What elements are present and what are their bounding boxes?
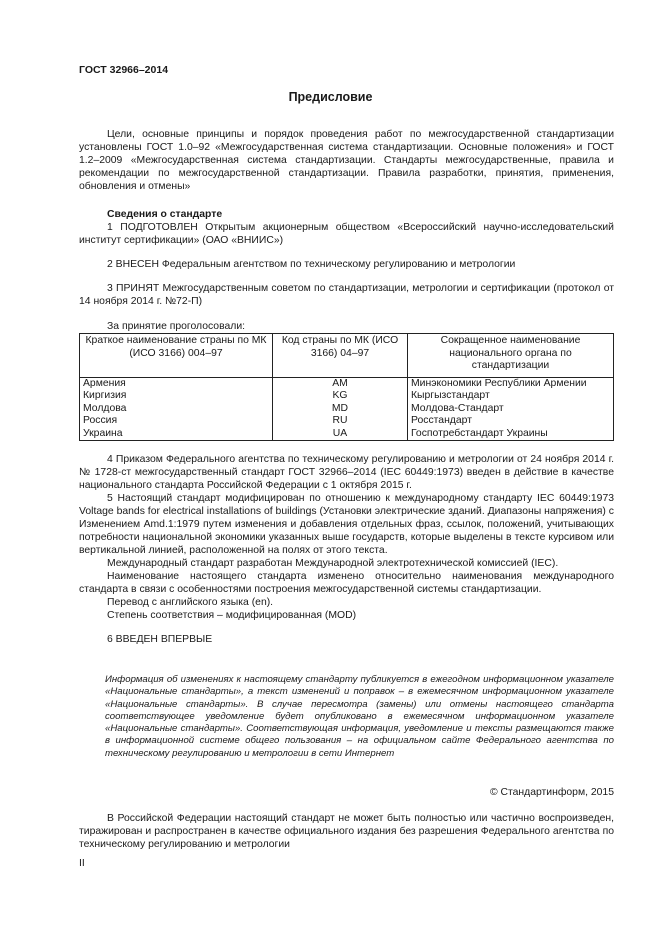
country-cell: Молдова	[80, 403, 273, 416]
country-cell: Украина	[80, 428, 273, 441]
country-cell: Армения	[80, 377, 273, 390]
item-4-paragraph: 4 Приказом Федерального агентства по техническому регулированию и метрологии от 24 ноября 2014 г. № 1728-ст межгосударственный стандарт ГОСТ 32966–2014 (IEC 60449:1973) введен в действие в качестве национального стандарта Российской Федерации с 1 октября 2015 г.	[79, 454, 614, 491]
table-header-country: Краткое наименование страны по МК (ИСО 3166) 004–97	[80, 334, 273, 378]
code-cell: AM	[273, 377, 408, 390]
country-cell: Россия	[80, 415, 273, 428]
document-code: ГОСТ 32966–2014	[79, 64, 169, 76]
body-cell: Минэкономики Республики Армении	[408, 377, 614, 390]
table-header-code: Код страны по МК (ИСО 3166) 04–97	[273, 334, 408, 378]
table-row	[80, 390, 614, 403]
intro-paragraph: Цели, основные принципы и порядок проведения работ по межгосударственной стандартизации установлены ГОСТ 1.0–92 «Межгосударственная система стандартизации. Основные положения» и ГОСТ 1.2–2009 «Межгосударственная система стандартизации. Стандарты межгосударственные, правила и рекомендации по межгосударственной стандартизации. Правила разработки, принятия, применения, обновления и отмены»	[79, 129, 614, 192]
about-heading: Сведения о стандарте	[107, 209, 223, 220]
item-5-name-change: Наименование настоящего стандарта изменено относительно наименования международного стандарта в связи с особенностями построения межгосударственной системы стандартизации.	[79, 571, 614, 595]
table-row	[80, 403, 614, 416]
body-cell: Молдова-Стандарт	[408, 403, 614, 416]
table-header-row	[80, 334, 614, 378]
item-5-paragraph: 5 Настоящий стандарт модифицирован по отношению к международному стандарту IEC 60449:1973 Voltage bands for electrical installations of buildings (Установки электрические зданий. Диапазоны напряжения) с Изменением Amd.1:1979 путем изменения и добавления отдельных фраз, ссылок, положений, учитывающих потребности национальной экономики указанных выше государств, которые выделены в тексте курсивом или вертикальной линией, расположенной на полях от этого текста.	[79, 493, 614, 556]
country-cell: Киргизия	[80, 390, 273, 403]
code-cell: MD	[273, 403, 408, 416]
code-cell: UA	[273, 428, 408, 441]
page-title: Предисловие	[288, 90, 373, 104]
item-5-developer: Международный стандарт разработан Международной электротехнической комиссией (IEC).	[107, 558, 559, 569]
item-1-paragraph: 1 ПОДГОТОВЛЕН Открытым акционерным обществом «Всероссийский научно-исследовательский институт сертификации» (ОАО «ВНИИС»)	[79, 222, 614, 246]
item-6-paragraph: 6 ВВЕДЕН ВПЕРВЫЕ	[107, 634, 213, 645]
table-row	[80, 377, 614, 390]
body-cell: Росстандарт	[408, 415, 614, 428]
code-cell: RU	[273, 415, 408, 428]
page-number: II	[79, 858, 85, 869]
table-row	[80, 428, 614, 441]
item-2-paragraph: 2 ВНЕСЕН Федеральным агентством по техническому регулированию и метрологии	[107, 259, 516, 270]
item-5-degree: Степень соответствия – модифицированная (MOD)	[107, 610, 357, 621]
code-cell: KG	[273, 390, 408, 403]
copyright: © Стандартинформ, 2015	[489, 787, 614, 798]
item-5-translation: Перевод с английского языка (en).	[107, 597, 274, 608]
voting-table	[79, 333, 614, 441]
table-header-body: Сокращенное наименование национального органа по стандартизации	[408, 334, 614, 378]
vote-label: За принятие проголосовали:	[107, 321, 246, 332]
table-row	[80, 415, 614, 428]
body-cell: Кыргызстандарт	[408, 390, 614, 403]
item-3-paragraph: 3 ПРИНЯТ Межгосударственным советом по стандартизации, метрологии и сертификации (протокол от 14 ноября 2014 г. №72-П)	[79, 283, 614, 307]
body-cell: Госпотребстандарт Украины	[408, 428, 614, 441]
rights-paragraph: В Российской Федерации настоящий стандарт не может быть полностью или частично воспроизведен, тиражирован и распространен в качестве официального издания без разрешения Федерального агентства по техническому регулированию и метрологии	[79, 813, 614, 850]
info-notice: Информация об изменениях к настоящему стандарту публикуется в ежегодном информационном указателе «Национальные стандарты», а текст изменений и поправок – в ежемесячном информационном указателе «Национальные стандарты». В случае пересмотра (замены) или отмены настоящего стандарта соответствующее уведомление будет опубликовано в ежемесячном информационном указателе «Национальные стандарты». Соответствующая информация, уведомление и тексты размещаются также в информационной системе общего пользования – на официальном сайте Федерального агентства по техническому регулированию и метрологии в сети Интернет	[105, 674, 614, 759]
